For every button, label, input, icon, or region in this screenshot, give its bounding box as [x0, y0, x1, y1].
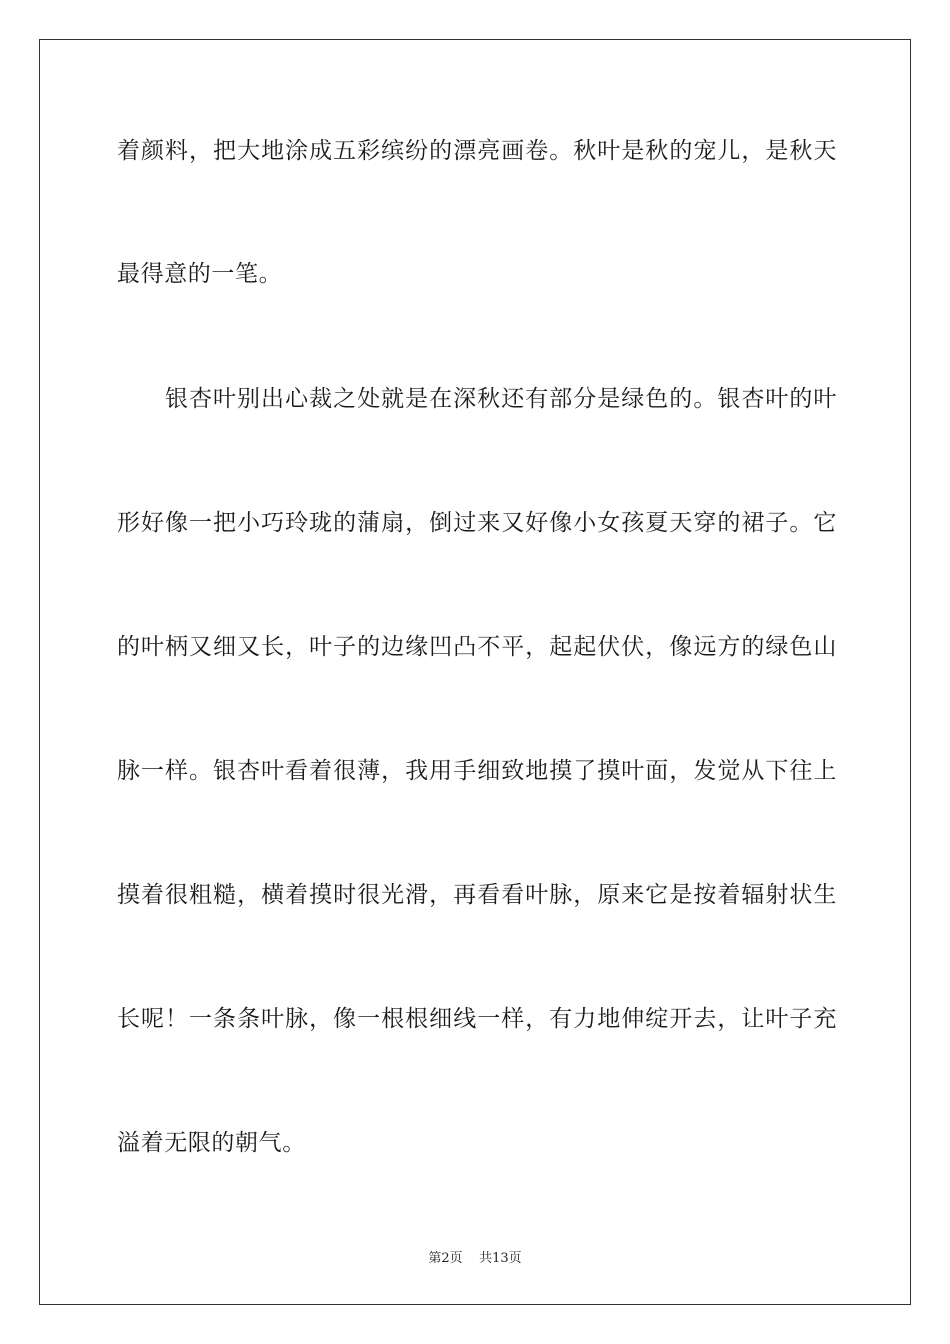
page-footer: [0, 1247, 950, 1266]
page-total: 共13页: [479, 1251, 522, 1266]
text-line-5: 的叶柄又细又长，叶子的边缘凹凸不平，起起伏伏，像远方的绿色山: [117, 634, 837, 660]
page-border: [39, 39, 911, 1305]
text-line-1: 着颜料，把大地涂成五彩缤纷的漂亮画卷。秋叶是秋的宠儿，是秋天: [117, 138, 837, 164]
text-line-6: 脉一样。银杏叶看着很薄，我用手细致地摸了摸叶面，发觉从下往上: [117, 758, 837, 784]
text-line-7: 摸着很粗糙，横着摸时很光滑，再看看叶脉，原来它是按着辐射状生: [117, 882, 837, 908]
text-line-3: 银杏叶别出心裁之处就是在深秋还有部分是绿色的。银杏叶的叶: [165, 386, 837, 412]
text-line-2: 最得意的一笔。: [117, 261, 283, 287]
page-number: 第2页: [428, 1251, 463, 1266]
text-line-4: 形好像一把小巧玲珑的蒲扇，倒过来又好像小女孩夏天穿的裙子。它: [117, 510, 837, 536]
text-line-9: 溢着无限的朝气。: [117, 1130, 306, 1156]
text-line-8: 长呢！一条条叶脉，像一根根细线一样，有力地伸绽开去，让叶子充: [117, 1006, 837, 1032]
